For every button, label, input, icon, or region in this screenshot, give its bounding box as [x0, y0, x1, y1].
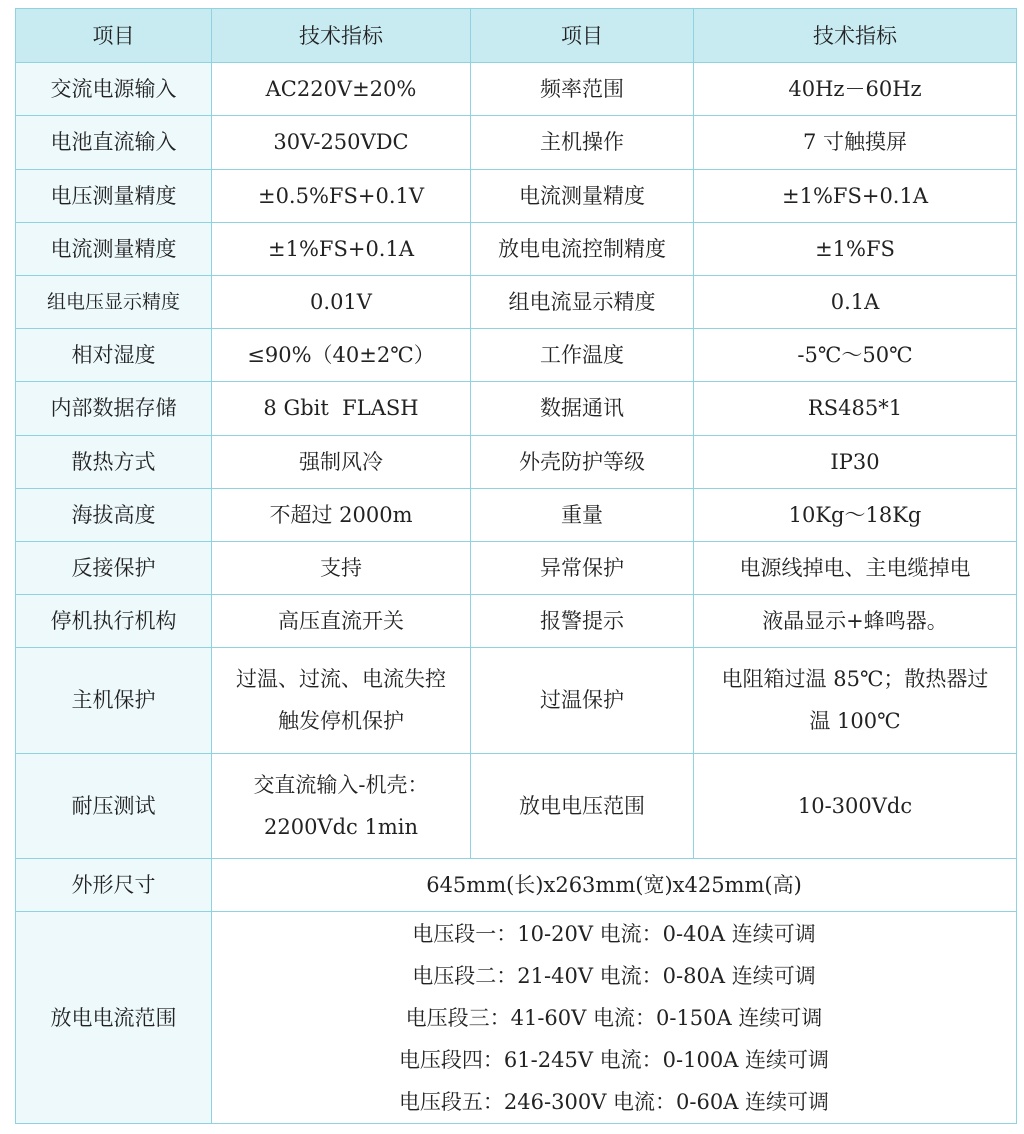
table-row — [16, 116, 1017, 169]
row-value-2: 40Hz－60Hz — [694, 63, 1017, 116]
dimensions-row — [16, 859, 1017, 912]
table-row — [16, 435, 1017, 488]
discharge-voltage-value: 10-300Vdc — [694, 753, 1017, 858]
row-value: ±0.5%FS+0.1V — [212, 169, 471, 222]
row-label: 内部数据存储 — [16, 382, 212, 435]
row-value: ≤90%（40±2℃） — [212, 329, 471, 382]
header-item-1: 项目 — [16, 9, 212, 63]
voltage-segment-line: 电压段二：21-40V 电流：0-80A 连续可调 — [412, 963, 816, 988]
row-label-2: 工作温度 — [471, 329, 694, 382]
discharge-current-label: 放电电流范围 — [16, 912, 212, 1124]
row-label-2: 报警提示 — [471, 595, 694, 648]
row-label: 电池直流输入 — [16, 116, 212, 169]
row-value-2: 液晶显示+蜂鸣器。 — [694, 595, 1017, 648]
voltage-segment-line: 电压段五：246-300V 电流：0-60A 连续可调 — [398, 1089, 830, 1114]
row-label-2: 主机操作 — [471, 116, 694, 169]
row-value: 高压直流开关 — [212, 595, 471, 648]
row-label: 相对湿度 — [16, 329, 212, 382]
row-label-2: 重量 — [471, 488, 694, 541]
withstand-value — [212, 753, 471, 858]
row-label-2: 频率范围 — [471, 63, 694, 116]
voltage-segment-line: 电压段四：61-245V 电流：0-100A 连续可调 — [398, 1047, 830, 1072]
header-item-2: 项目 — [471, 9, 694, 63]
table-row — [16, 222, 1017, 275]
row-label: 散热方式 — [16, 435, 212, 488]
withstand-label: 耐压测试 — [16, 753, 212, 858]
discharge-current-values — [212, 912, 1017, 1124]
row-value: 30V-250VDC — [212, 116, 471, 169]
row-label-2: 组电流显示精度 — [471, 275, 694, 328]
overtemp-protection-label: 过温保护 — [471, 648, 694, 753]
table-row — [16, 329, 1017, 382]
row-label-2: 异常保护 — [471, 541, 694, 594]
overtemp-line: 温 100℃ — [809, 709, 901, 734]
row-value-2: 0.1A — [694, 275, 1017, 328]
header-row — [16, 9, 1017, 63]
table-row — [16, 595, 1017, 648]
row-value-2: 10Kg～18Kg — [694, 488, 1017, 541]
table-row — [16, 488, 1017, 541]
withstand-line: 交直流输入-机壳： — [253, 772, 429, 797]
host-protection-value — [212, 648, 471, 753]
row-value-2: 7 寸触摸屏 — [694, 116, 1017, 169]
row-label-2: 电流测量精度 — [471, 169, 694, 222]
row-value-2: ±1%FS — [694, 222, 1017, 275]
table-row — [16, 275, 1017, 328]
overtemp-protection-value — [694, 648, 1017, 753]
table-row — [16, 63, 1017, 116]
row-value: 不超过 2000m — [212, 488, 471, 541]
row-label-2: 放电电流控制精度 — [471, 222, 694, 275]
row-value-2: ±1%FS+0.1A — [694, 169, 1017, 222]
table-row — [16, 541, 1017, 594]
spec-table — [15, 8, 1017, 1124]
row-value: AC220V±20% — [212, 63, 471, 116]
row-value: ±1%FS+0.1A — [212, 222, 471, 275]
discharge-current-row — [16, 912, 1017, 1124]
host-protection-row — [16, 648, 1017, 753]
withstand-line: 2200Vdc 1min — [263, 814, 418, 839]
row-label: 组电压显示精度 — [16, 275, 212, 328]
withstand-row — [16, 753, 1017, 858]
row-label: 交流电源输入 — [16, 63, 212, 116]
row-value: 0.01V — [212, 275, 471, 328]
table-row — [16, 382, 1017, 435]
row-label: 电压测量精度 — [16, 169, 212, 222]
row-label: 停机执行机构 — [16, 595, 212, 648]
row-label-2: 数据通讯 — [471, 382, 694, 435]
row-label-2: 外壳防护等级 — [471, 435, 694, 488]
voltage-segment-line: 电压段一：10-20V 电流：0-40A 连续可调 — [412, 921, 816, 946]
voltage-segment-line: 电压段三：41-60V 电流：0-150A 连续可调 — [405, 1005, 823, 1030]
discharge-voltage-label: 放电电压范围 — [471, 753, 694, 858]
row-value-2: 电源线掉电、主电缆掉电 — [694, 541, 1017, 594]
row-value-2: RS485*1 — [694, 382, 1017, 435]
row-label: 电流测量精度 — [16, 222, 212, 275]
row-value-2: -5℃～50℃ — [694, 329, 1017, 382]
row-label: 海拔高度 — [16, 488, 212, 541]
dimensions-label: 外形尺寸 — [16, 859, 212, 912]
row-value: 强制风冷 — [212, 435, 471, 488]
dimensions-value: 645mm(长)x263mm(宽)x425mm(高) — [212, 859, 1017, 912]
header-spec-2: 技术指标 — [694, 9, 1017, 63]
row-value: 支持 — [212, 541, 471, 594]
overtemp-line: 电阻箱过温 85℃；散热器过 — [721, 667, 989, 692]
row-value-2: IP30 — [694, 435, 1017, 488]
header-spec-1: 技术指标 — [212, 9, 471, 63]
row-label: 反接保护 — [16, 541, 212, 594]
host-protection-label: 主机保护 — [16, 648, 212, 753]
row-value: 8 Gbit FLASH — [212, 382, 471, 435]
host-protection-line: 过温、过流、电流失控 — [236, 667, 446, 692]
host-protection-line: 触发停机保护 — [278, 709, 404, 734]
table-row — [16, 169, 1017, 222]
